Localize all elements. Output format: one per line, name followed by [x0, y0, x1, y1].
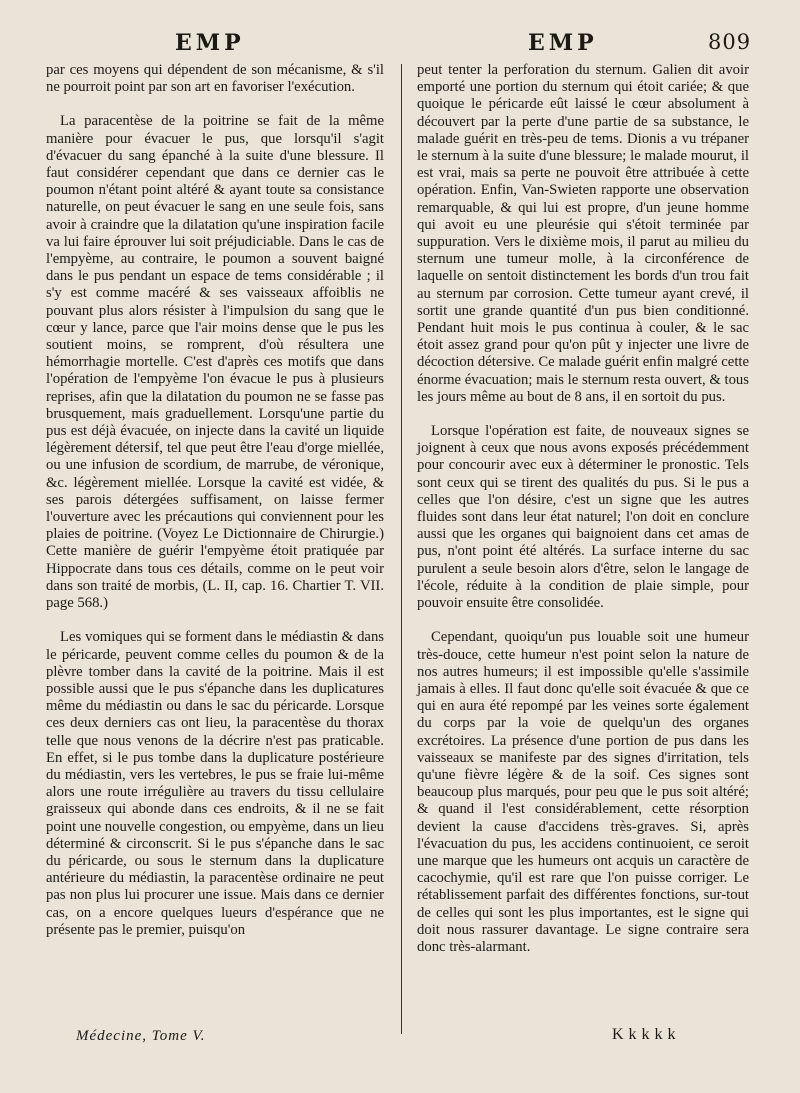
paragraph: La paracentèse de la poitrine se fait de la même manière pour évacuer le pus, que lorsqu'il s'agit d'évacuer du sang épanché à la suite d'une blessure. Il faut considérer cependant que dans ce dernier cas le poumon n'étant point altéré & ayant toute sa consistance naturelle, on peut évacuer le sang en une seule fois, sans avoir à craindre que la dilatation qu'une inspiration facile va lui faire éprouver lui soit préjudiciable. Dans le cas de l'empyème, au contraire, le poumon a souvent baigné dans le pus pendant un espace de tems considérable ; il s'y est comme macéré & ses vaisseaux affoiblis ne pouvant plus alors résister à l'impulsion du sang que le cœur y lance, parce que l'air moins dense que le pus les soutient moins, se romprent, d'où résultera une hémorrhagie mortelle. C'est d'après ces motifs que dans l'opération de l'empyème l'on évacue le pus à plusieurs reprises, afin que la dilatation du poumon ne se fasse pas brusquement, mais graduellement. Lorsqu'une partie du pus est déjà évacuée, on injecte dans la cavité un liquide légèrement détersif, tel que peut être l'eau d'orge miellée, ou une infusion de scordium, de marrube, de véronique, &c. légèrement miellée. Lorsque la cavité est vidée, & ses parois détergées suffisament, on laisse fermer l'ouverture avec les précautions qui conviennent pour les plaies de poitrine. (Voyez Le Dictionnaire de Chirurgie.) Cette manière de guérir l'empyème étoit pratiquée par Hippocrate dans tous ces détails, comme on le peut voir dans son traité de morbis, (L. II, cap. 16. Chartier T. VII. page 568.) [46, 113, 384, 612]
signature-mark: Kkkkk [612, 1026, 681, 1043]
running-head-right: EMP [528, 30, 598, 56]
paragraph: Cependant, quoiqu'un pus louable soit une humeur très-douce, cette humeur n'est point selon la nature de nos autres humeurs; il est impossible qu'elle s'assimile jamais à elles. Il faut donc qu'elle soit évacuée & que ce qui en aura été repompé par les veines sorte également du corps par la voie de quelqu'un des organes excrétoires. La présence d'une portion de pus dans les vaisseaux se manifeste par des signes d'irritation, tels qu'une fièvre légère & de la soif. Ces signes sont beaucoup plus marqués, pour peu que le pus soit altéré; & quand il l'est considérablement, cette résorption devient la cause d'accidens très-graves. Si, après l'évacuation du pus, les accidens continuoient, ce seroit une marque que les humeurs ont acquis un caractère de cacochymie, qu'il est rare que l'on puisse corriger. Le rétablissement parfait des différentes fonctions, sur-tout de celles qui sont les plus importantes, est le signe qui doit nous rassurer davantage. Le signe contraire sera donc très-alarmant. [417, 629, 749, 955]
paragraph: Lorsque l'opération est faite, de nouveaux signes se joignent à ceux que nous avons exposés précédemment pour concourir avec eux à déterminer le pronostic. Tels sont ceux qui se tirent des qualités du pus. Si le pus a celles que l'on désire, c'est un signe que les autres fluides sont dans leur état naturel; l'on doit en conclure aussi que les organes qui baignoient dans cet amas de pus, n'ont point été altérés. La surface interne du sac purulent a seule besoin alors d'être, selon le langage de l'école, réduite à la condition de plaie simple, pour pouvoir ensuite être consolidée. [417, 423, 749, 612]
left-column [46, 62, 384, 939]
footer-title: Médecine, Tome V. [76, 1028, 206, 1044]
column-divider [401, 64, 402, 1034]
page-number: 809 [708, 30, 752, 54]
running-head-left: EMP [175, 30, 245, 56]
right-column [417, 62, 749, 956]
paragraph: peut tenter la perforation du sternum. Galien dit avoir emporté une portion du sternum qui étoit cariée; & que quoique le péricarde eût laissé le cœur absolument à découvert par la perte d'une partie de sa substance, le malade guérit en très-peu de tems. Dionis a vu trépaner le sternum à la suite d'une blessure; le malade mourut, il est vrai, mais sa perte ne pouvoit être attribuée à cette opération. Enfin, Van-Swieten rapporte une observation remarquable, & qui lui est propre, d'un jeune homme qui avoit eu une pleurésie qui s'étoit terminée par suppuration. Vers le dixième mois, il parut au milieu du sternum une tumeur molle, à la circonférence de laquelle on sentoit distinctement les bords d'un trou fait au sternum par corrosion. Cette tumeur ayant crevé, il sortit une grande quantité d'un pus bien conditionné. Pendant huit mois le pus continua à couler, & le sac étoit assez grand pour qu'on pût y injecter une livre de décoction détersive. Ce malade guérit enfin malgré cette énorme évacuation; mais le sternum resta ouvert, & tous les jours même au bout de 8 ans, il en sortoit du pus. [417, 62, 749, 405]
paragraph: Les vomiques qui se forment dans le médiastin & dans le péricarde, peuvent comme celles du poumon & de la plèvre tomber dans la cavité de la poitrine. Mais il est possible aussi que le pus s'épanche dans les duplicatures même du médiastin ou dans le sac du péricarde. Lorsque ces deux derniers cas ont lieu, la paracentèse du thorax telle que nous venons de la décrire n'est pas praticable. En effet, si le pus tombe dans la duplicature postérieure du médiastin, vers les vertebres, le pus se fraie lui-même alors une route irrégulière au travers du tissu cellulaire graisseux qui abonde dans ces endroits, & il ne se fait point une nouvelle congestion, ou empyème, dans un lieu déterminé & circonscrit. Si le pus s'épanche dans le sac du péricarde, ou sous le sternum dans la duplicature antérieure du médiastin, la paracentèse ordinaire ne peut pas non plus lui procurer une issue. Mais dans ce dernier cas, on a encore quelques lueurs d'espérance que ne présente pas le premier, puisqu'on [46, 629, 384, 938]
paragraph: par ces moyens qui dépendent de son mécanisme, & s'il ne pourroit point par son art en favoriser l'exécution. [46, 62, 384, 96]
